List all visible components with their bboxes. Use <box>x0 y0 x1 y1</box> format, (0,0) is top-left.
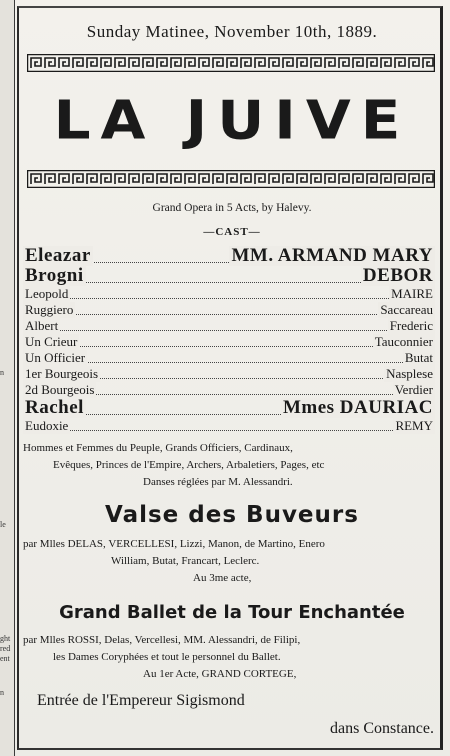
cast-performer: Tauconnier <box>374 334 433 349</box>
cast-role: 2d Bourgeois <box>25 382 95 397</box>
valse-title: Valse des Buveurs <box>105 502 359 528</box>
chorus-line: Danses réglées par M. Alessandri. <box>143 476 293 488</box>
cast-role: Un Officier <box>25 350 86 365</box>
cast-role: Leopold <box>25 286 69 301</box>
gutter-text: le <box>0 520 6 529</box>
cast-performer: Saccareau <box>380 302 433 317</box>
cast-role: Brogni <box>25 266 84 286</box>
date-line: Sunday Matinee, November 10th, 1889. <box>86 22 378 41</box>
cast-performer: Butat <box>404 350 433 365</box>
cast-row <box>23 366 435 382</box>
cast-row <box>23 318 435 334</box>
cast-list <box>23 246 435 434</box>
cast-performer: Verdier <box>394 382 433 397</box>
gutter-text: n <box>0 688 4 697</box>
cast-row <box>23 418 435 434</box>
cast-performer: DEBOR <box>362 266 433 286</box>
cast-performer: Mmes DAURIAC <box>282 398 433 418</box>
cast-row <box>23 286 435 302</box>
cast-role: Albert <box>25 318 59 333</box>
ballet-line: Au 1er Acte, GRAND CORTEGE, <box>143 668 297 680</box>
cast-row <box>23 266 435 286</box>
valse-line: William, Butat, Francart, Leclerc. <box>111 555 260 567</box>
cast-row <box>23 246 435 266</box>
ballet-line: les Dames Coryphées et tout le personnel du Ballet. <box>53 651 281 663</box>
cast-row <box>23 398 435 418</box>
cast-role: Ruggiero <box>25 302 74 317</box>
cast-row <box>23 334 435 350</box>
greek-key-border-top <box>27 54 435 72</box>
ballet-title: Grand Ballet de la Tour Enchantée <box>59 602 405 623</box>
opera-title: LA JUIVE <box>53 88 411 152</box>
entree-line: Entrée de l'Empereur Sigismond <box>37 692 245 709</box>
cast-row <box>23 302 435 318</box>
dans-line: dans Constance. <box>330 720 434 737</box>
valse-paragraph <box>23 536 437 587</box>
gutter-text: ent <box>0 654 10 663</box>
chorus-paragraph <box>23 440 437 491</box>
cast-performer: MM. ARMAND MARY <box>231 246 433 266</box>
gutter-text: ght <box>0 634 11 643</box>
leader-dots <box>23 314 435 315</box>
valse-line: Au 3me acte, <box>193 572 252 584</box>
cast-row <box>23 350 435 366</box>
chorus-line: Hommes et Femmes du Peuple, Grands Officiers, Cardinaux, <box>23 442 293 454</box>
leader-dots <box>23 330 435 331</box>
cast-role: Rachel <box>25 398 84 418</box>
program-box <box>17 6 443 750</box>
leader-dots <box>23 298 435 299</box>
cast-performer: REMY <box>395 418 433 433</box>
opera-subtitle: Grand Opera in 5 Acts, by Halevy. <box>152 202 312 214</box>
cast-performer: Frederic <box>389 318 433 333</box>
cast-row <box>23 382 435 398</box>
ballet-line: par Mlles ROSSI, Delas, Vercellesi, MM. Alessandri, de Filipi, <box>23 634 301 646</box>
cast-performer: MAIRE <box>391 286 433 301</box>
cast-role: 1er Bourgeois <box>25 366 99 381</box>
chorus-line: Evêques, Princes de l'Empire, Archers, Arbaletiers, Pages, etc <box>53 459 325 471</box>
adjacent-column-fragment <box>0 0 15 756</box>
valse-line: par Mlles DELAS, VERCELLESI, Lizzi, Manon, de Martino, Enero <box>23 538 325 550</box>
cast-role: Eleazar <box>25 246 91 266</box>
cast-heading: —CAST— <box>203 226 261 238</box>
cast-role: Un Crieur <box>25 334 78 349</box>
leader-dots <box>23 430 435 431</box>
cast-role: Eudoxie <box>25 418 69 433</box>
gutter-text: n <box>0 368 4 377</box>
cast-performer: Nasplese <box>386 366 433 381</box>
greek-key-border-bottom <box>27 170 435 188</box>
gutter-text: red <box>0 644 11 653</box>
ballet-paragraph <box>23 632 437 683</box>
